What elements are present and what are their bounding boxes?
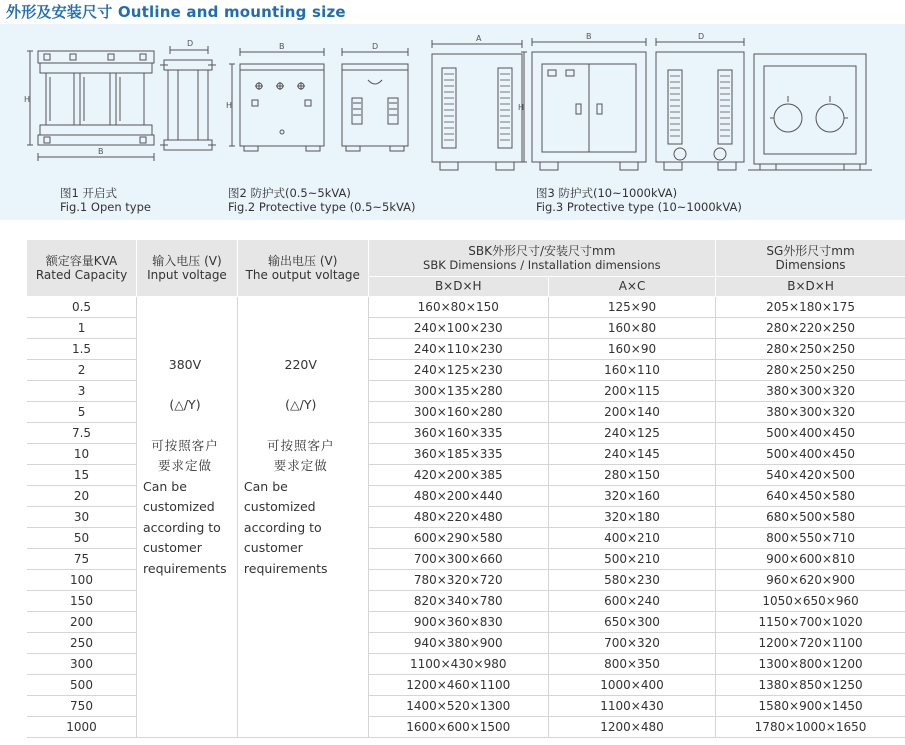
cell-sbk-ac: 800×350 (548, 653, 715, 674)
cell-capacity: 3 (27, 380, 137, 401)
cell-sbk-ac: 600×240 (548, 590, 715, 611)
cell-capacity: 1 (27, 317, 137, 338)
figure-panel (0, 24, 905, 220)
cell-sbk-bdh: 820×340×780 (368, 590, 548, 611)
cell-capacity: 200 (27, 611, 137, 632)
header-sg (716, 240, 905, 276)
header-capacity (27, 240, 137, 296)
voltage-connection: (△/Y) (169, 397, 201, 412)
custom-note-zh: 要求定做 (157, 458, 212, 473)
cell-sg-bdh: 205×180×175 (716, 296, 905, 317)
cell-sbk-bdh: 160×80×150 (368, 296, 548, 317)
cell-sg-bdh: 1150×700×1020 (716, 611, 905, 632)
fig1-d-label: D (187, 39, 194, 48)
cell-sbk-ac: 200×140 (548, 401, 715, 422)
cell-sg-bdh: 280×250×250 (716, 338, 905, 359)
spacer (244, 375, 368, 395)
cell-capacity: 300 (27, 653, 137, 674)
fig1-caption-en: Fig.1 Open type (60, 200, 151, 214)
cell-sbk-bdh: 700×300×660 (368, 548, 548, 569)
cell-sbk-bdh: 1400×520×1300 (368, 695, 548, 716)
cell-sbk-bdh: 420×200×385 (368, 464, 548, 485)
cell-capacity: 7.5 (27, 422, 137, 443)
cell-sbk-bdh: 1100×430×980 (368, 653, 548, 674)
cell-sbk-ac: 320×180 (548, 506, 715, 527)
custom-note-en: Can be (143, 478, 187, 494)
cell-output-voltage (237, 296, 368, 737)
cell-input-voltage (137, 296, 238, 737)
cell-sg-bdh: 1580×900×1450 (716, 695, 905, 716)
header-sbk-zh: SBK外形尺寸/安装尺寸mm (468, 243, 616, 258)
fig1-h-label: H (24, 95, 31, 104)
cell-sbk-bdh: 780×320×720 (368, 569, 548, 590)
cell-sbk-ac: 1200×480 (548, 716, 715, 737)
cell-sg-bdh: 1380×850×1250 (716, 674, 905, 695)
fig1-b-label: B (98, 147, 104, 156)
cell-sg-bdh: 1200×720×1100 (716, 632, 905, 653)
cell-sbk-ac: 240×125 (548, 422, 715, 443)
cell-sbk-bdh: 480×220×480 (368, 506, 548, 527)
cell-sbk-ac: 500×210 (548, 548, 715, 569)
cell-sbk-ac: 400×210 (548, 527, 715, 548)
cell-sbk-bdh: 360×185×335 (368, 443, 548, 464)
spacer (244, 416, 368, 436)
header-output (237, 240, 368, 296)
cell-sg-bdh: 900×600×810 (716, 548, 905, 569)
cell-sbk-ac: 160×110 (548, 359, 715, 380)
cell-sg-bdh: 500×400×450 (716, 443, 905, 464)
cell-sbk-bdh: 360×160×335 (368, 422, 548, 443)
cell-capacity: 250 (27, 632, 137, 653)
cell-sbk-ac: 650×300 (548, 611, 715, 632)
cell-capacity: 1.5 (27, 338, 137, 359)
header-input-en: Input voltage (147, 267, 227, 282)
fig1-side-view (160, 46, 216, 150)
fig3-end-view (432, 40, 525, 170)
custom-note-zh: 要求定做 (273, 458, 328, 473)
cell-capacity: 20 (27, 485, 137, 506)
fig3-caption (536, 186, 742, 214)
fig3-top-view (748, 54, 872, 170)
cell-sbk-ac: 320×160 (548, 485, 715, 506)
cell-sg-bdh: 1780×1000×1650 (716, 716, 905, 737)
fig3-d-label: D (698, 32, 705, 41)
fig3-a-label: A (476, 34, 482, 43)
cell-sg-bdh: 640×450×580 (716, 485, 905, 506)
custom-note-en: customized (243, 499, 316, 514)
voltage-connection: (△/Y) (285, 397, 317, 412)
fig2-h-label: H (226, 101, 233, 110)
cell-sbk-ac: 700×320 (548, 632, 715, 653)
spacer (143, 375, 237, 395)
fig3-caption-zh: 图3 防护式(10~1000kVA) (536, 186, 678, 200)
fig3-h-label: H (518, 103, 525, 112)
cell-sbk-bdh: 240×100×230 (368, 317, 548, 338)
cell-sbk-bdh: 240×110×230 (368, 338, 548, 359)
cell-sbk-bdh: 1600×600×1500 (368, 716, 548, 737)
cell-sbk-bdh: 1200×460×1100 (368, 674, 548, 695)
cell-sbk-ac: 160×90 (548, 338, 715, 359)
header-output-zh: 输出电压 (V) (268, 253, 338, 268)
cell-capacity: 5 (27, 401, 137, 422)
cell-sbk-ac: 160×80 (548, 317, 715, 338)
fig2-front-view (229, 48, 324, 151)
voltage-value: 380V (168, 356, 202, 372)
cell-sbk-ac: 280×150 (548, 464, 715, 485)
cell-capacity: 750 (27, 695, 137, 716)
fig1-caption (60, 186, 151, 214)
header-input-zh: 输入电压 (V) (152, 253, 222, 268)
header-input (137, 240, 238, 296)
fig3-b-label: B (586, 32, 592, 41)
header-output-en: The output voltage (245, 267, 360, 282)
custom-note-zh: 可按照客户 (266, 437, 335, 453)
fig3-side-view (656, 38, 744, 170)
cell-capacity: 150 (27, 590, 137, 611)
cell-sbk-bdh: 480×200×440 (368, 485, 548, 506)
cell-sbk-ac: 1100×430 (548, 695, 715, 716)
cell-sg-bdh: 800×550×710 (716, 527, 905, 548)
fig1-front-view (27, 51, 154, 161)
cell-sg-bdh: 960×620×900 (716, 569, 905, 590)
cell-sg-bdh: 380×300×320 (716, 380, 905, 401)
custom-note-en: requirements (243, 560, 328, 576)
spec-table (27, 240, 905, 738)
fig2-side-view (342, 48, 408, 151)
fig2-caption-en: Fig.2 Protective type (0.5~5kVA) (228, 200, 416, 214)
cell-sbk-bdh: 240×125×230 (368, 359, 548, 380)
page-title: 外形及安装尺寸 Outline and mounting size (6, 3, 346, 21)
cell-sbk-ac: 125×90 (548, 296, 715, 317)
cell-sbk-ac: 580×230 (548, 569, 715, 590)
cell-sg-bdh: 280×250×250 (716, 359, 905, 380)
header-capacity-en: Rated Capacity (35, 267, 128, 282)
custom-note-en: customer (143, 540, 202, 555)
custom-note-zh: 可按照客户 (151, 437, 219, 453)
cell-capacity: 15 (27, 464, 137, 485)
cell-sg-bdh: 500×400×450 (716, 422, 905, 443)
header-sg-bdh: B×D×H (716, 276, 905, 296)
cell-sg-bdh: 1050×650×960 (716, 590, 905, 611)
custom-note-en: according to (243, 519, 322, 535)
fig2-caption-zh: 图2 防护式(0.5~5kVA) (228, 186, 351, 200)
header-sg-en: Dimensions (775, 257, 846, 272)
cell-sbk-ac: 200×115 (548, 380, 715, 401)
cell-capacity: 75 (27, 548, 137, 569)
header-capacity-zh: 额定容量KVA (45, 253, 118, 268)
custom-note-en: requirements (143, 560, 227, 576)
cell-capacity: 1000 (27, 716, 137, 737)
custom-note-en: Can be (243, 478, 288, 494)
fig2-caption (228, 186, 416, 214)
voltage-value: 220V (284, 356, 317, 372)
cell-sg-bdh: 380×300×320 (716, 401, 905, 422)
table-row (27, 296, 905, 317)
cell-sbk-ac: 240×145 (548, 443, 715, 464)
custom-note-en: customized (143, 499, 215, 514)
cell-capacity: 500 (27, 674, 137, 695)
cell-capacity: 0.5 (27, 296, 137, 317)
cell-capacity: 100 (27, 569, 137, 590)
cell-capacity: 50 (27, 527, 137, 548)
cell-capacity: 30 (27, 506, 137, 527)
fig3-caption-en: Fig.3 Protective type (10~1000kVA) (536, 200, 742, 214)
cell-sg-bdh: 1300×800×1200 (716, 653, 905, 674)
header-sbk (368, 240, 716, 276)
custom-note-en: according to (143, 519, 221, 535)
cell-capacity: 2 (27, 359, 137, 380)
cell-sg-bdh: 280×220×250 (716, 317, 905, 338)
fig2-d-label: D (372, 42, 379, 51)
cell-sg-bdh: 540×420×500 (716, 464, 905, 485)
spacer (143, 416, 237, 436)
cell-capacity: 10 (27, 443, 137, 464)
custom-note-en: customer (243, 540, 303, 555)
cell-sg-bdh: 680×500×580 (716, 506, 905, 527)
fig1-caption-zh: 图1 开启式 (60, 186, 117, 200)
header-sbk-ac: A×C (548, 276, 715, 296)
cell-sbk-bdh: 300×135×280 (368, 380, 548, 401)
cell-sbk-ac: 1000×400 (548, 674, 715, 695)
header-sg-zh: SG外形尺寸mm (766, 243, 855, 258)
cell-sbk-bdh: 940×380×900 (368, 632, 548, 653)
cell-sbk-bdh: 600×290×580 (368, 527, 548, 548)
spec-table-body (27, 296, 905, 737)
cell-sbk-bdh: 300×160×280 (368, 401, 548, 422)
fig2-b-label: B (279, 42, 285, 51)
fig3-front-view (521, 38, 646, 170)
cell-sbk-bdh: 900×360×830 (368, 611, 548, 632)
header-sbk-en: SBK Dimensions / Installation dimensions (423, 257, 661, 272)
header-sbk-bdh: B×D×H (368, 276, 548, 296)
